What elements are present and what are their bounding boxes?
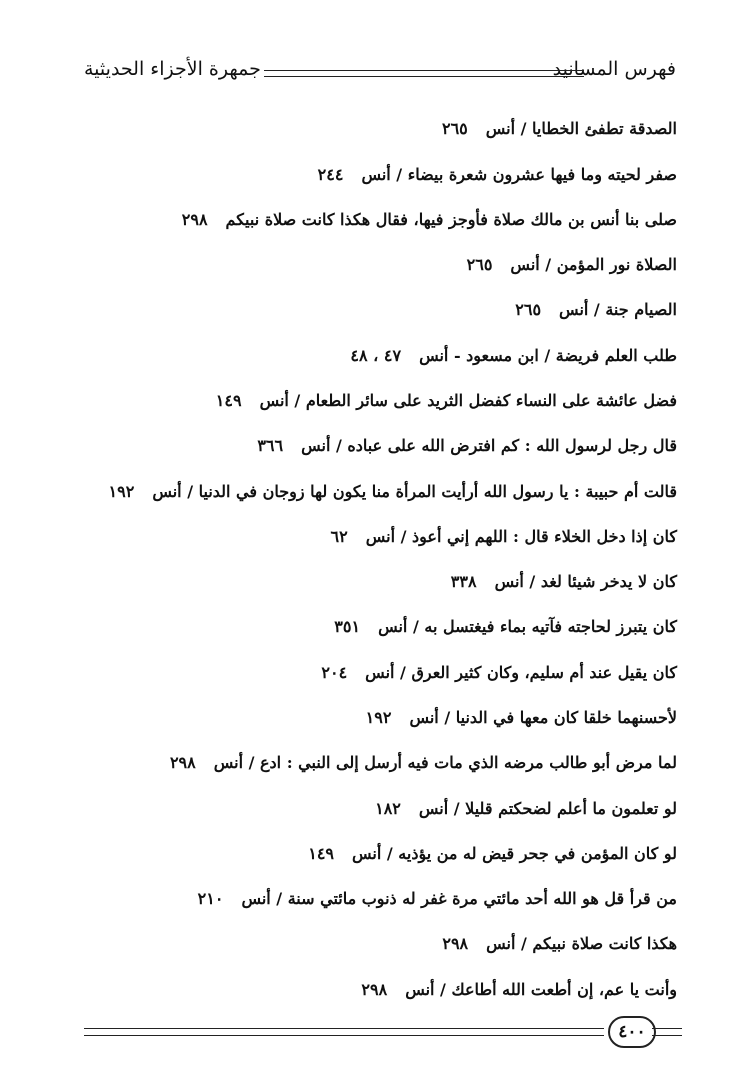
- page-number: ٤٠٠: [608, 1016, 656, 1048]
- entry-text: الصيام جنة / أنس: [559, 300, 677, 319]
- entry-text: طلب العلم فريضة / ابن مسعود - أنس: [419, 346, 677, 365]
- index-entry: [515, 298, 677, 322]
- entry-page: ١٤٩: [215, 391, 242, 410]
- entry-text: صلى بنا أنس بن مالك صلاة فأوجز فيها، فقال هكذا كانت صلاة نبيكم: [225, 210, 677, 229]
- entry-text: من قرأ قل هو الله أحد مائتي مرة غفر له ذنوب مائتي سنة / أنس: [241, 889, 677, 908]
- entry-page: ٣٣٨: [450, 572, 477, 591]
- entry-page: ٢٤٤: [317, 165, 344, 184]
- index-entry: [331, 525, 677, 549]
- entry-page: ٣٦٦: [257, 436, 284, 455]
- entry-text: الصلاة نور المؤمن / أنس: [510, 255, 677, 274]
- entry-text: فضل عائشة على النساء كفضل الثريد على سائر الطعام / أنس: [259, 391, 677, 410]
- footer-rule: [84, 1028, 604, 1036]
- entry-text: كان إذا دخل الخلاء قال : اللهم إني أعوذ / أنس: [365, 527, 677, 546]
- index-entry: [216, 389, 677, 413]
- entry-page: ٣٥١: [334, 617, 361, 636]
- entry-text: قال رجل لرسول الله : كم افترض الله على عباده / أنس: [301, 436, 677, 455]
- index-entry: [442, 932, 677, 956]
- entry-text: قالت أم حبيبة : يا رسول الله أرأيت المرأة منا يكون لها زوجان في الدنيا / أنس: [152, 482, 677, 501]
- entry-text: لأحسنهما خلقا كان معها في الدنيا / أنس: [409, 708, 677, 727]
- entry-page: ٢٩٨: [181, 210, 208, 229]
- index-entry: [170, 751, 677, 775]
- index-entry: [182, 208, 677, 232]
- entry-text: لما مرض أبو طالب مرضه الذي مات فيه أرسل إلى النبي : ادع / أنس: [213, 753, 677, 772]
- entry-page: ٢٦٥: [515, 300, 542, 319]
- index-entry: [109, 480, 677, 504]
- page-header: [84, 58, 676, 98]
- entry-page: ٢٠٤: [321, 663, 348, 682]
- index-entry: [361, 978, 677, 1002]
- index-entry: [321, 661, 677, 685]
- entry-page: ١٤٩: [308, 844, 334, 863]
- entry-page: ٢٩٨: [442, 934, 469, 953]
- entry-text: كان يتبرز لحاجته فآتيه بماء فيغتسل به / أنس: [378, 617, 677, 636]
- index-entry: [366, 706, 677, 730]
- entry-page: ٢٩٨: [169, 753, 196, 772]
- entry-page: ٤٧ ، ٤٨: [350, 346, 402, 365]
- index-section-title: فهرس المسانيد: [552, 58, 676, 80]
- entry-page: ١٩٢: [108, 482, 135, 501]
- footer-rule-end: [652, 1028, 682, 1036]
- book-title: جمهرة الأجزاء الحديثية: [84, 58, 261, 80]
- entry-text: صفر لحيته وما فيها عشرون شعرة بيضاء / أنس: [361, 165, 677, 184]
- index-entry: [451, 570, 677, 594]
- entry-text: كان لا يدخر شيئا لغد / أنس: [494, 572, 677, 591]
- entry-text: وأنت يا عم، إن أطعت الله أطاعك / أنس: [405, 980, 677, 999]
- index-entry: [442, 117, 677, 141]
- entry-page: ١٩٢: [365, 708, 392, 727]
- entry-text: كان يقيل عند أم سليم، وكان كثير العرق / أنس: [365, 663, 677, 682]
- index-entry: [308, 842, 677, 866]
- entry-page: ٢١٠: [197, 889, 224, 908]
- entry-page: ٢٦٥: [466, 255, 493, 274]
- entry-text: الصدقة تطفئ الخطايا / أنس: [485, 119, 677, 138]
- entry-text: هكذا كانت صلاة نبيكم / أنس: [486, 934, 677, 953]
- page-footer: [84, 1014, 682, 1050]
- entry-page: ٦٢: [330, 527, 348, 546]
- index-entry: [350, 344, 677, 368]
- entry-text: لو تعلمون ما أعلم لضحكتم قليلا / أنس: [418, 799, 677, 818]
- entry-page: ٢٩٨: [361, 980, 388, 999]
- index-entry: [375, 797, 677, 821]
- index-entry: [467, 253, 677, 277]
- entry-text: لو كان المؤمن في جحر قيض له من يؤذيه / أنس: [352, 844, 677, 863]
- entry-page: ١٨٢: [375, 799, 401, 818]
- index-entry: [318, 163, 677, 187]
- index-entry: [334, 615, 677, 639]
- index-entry: [257, 434, 677, 458]
- header-rule: [264, 70, 584, 77]
- index-entry: [198, 887, 677, 911]
- entry-page: ٢٦٥: [441, 119, 468, 138]
